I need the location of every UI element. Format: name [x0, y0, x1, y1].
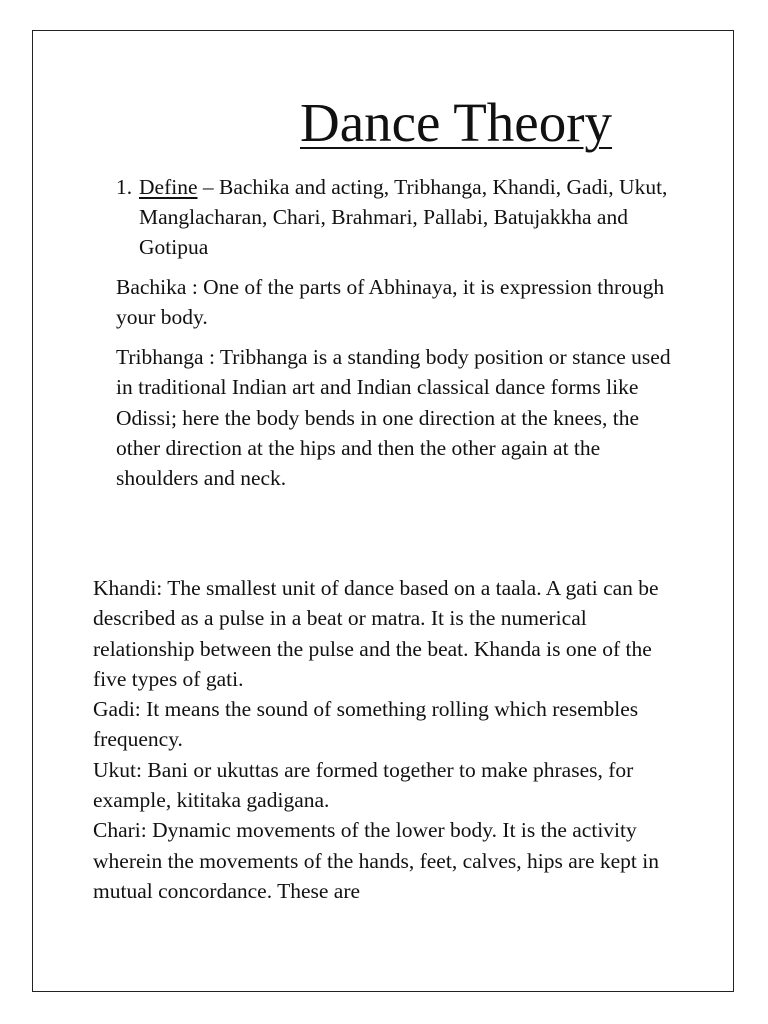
definition-bachika-text: Bachika : One of the parts of Abhinaya, it is expression through your body. — [116, 275, 665, 330]
paragraph-chari: Chari: Dynamic movements of the lower body. It is the activity wherein the movements of the hands, feet, calves, hips are kept in mutual concordance. These are — [93, 818, 659, 903]
definition-tribhanga-text: Tribhanga : Tribhanga is a standing body position or stance used in traditional Indian art and Indian classical dance forms like Odissi; here the body bends in one direction at the knees, the other direction at the hips and then the other again at the shoulders and neck. — [116, 345, 671, 491]
paragraph-gadi: Gadi: It means the sound of something rolling which resembles frequency. — [93, 697, 639, 752]
definitions-body — [93, 573, 673, 906]
question-item — [116, 172, 676, 262]
question-text-wrapper — [139, 172, 676, 262]
page-title: Dance Theory — [300, 92, 613, 153]
question-text: – Bachika and acting, Tribhanga, Khandi, Gadi, Ukut, Manglacharan, Chari, Brahmari, Pallabi, Batujakkha and Gotipua — [139, 175, 668, 259]
question-number: 1. — [116, 175, 133, 199]
definition-bachika — [116, 272, 686, 333]
paragraph-khandi: Khandi: The smallest unit of dance based on a taala. A gati can be described as a pulse in a beat or matra. It is the numerical relationship between the pulse and the beat. Khanda is one of the five types of gati. — [93, 576, 659, 691]
paragraph-ukut: Ukut: Bani or ukuttas are formed together to make phrases, for example, kititaka gadigana. — [93, 757, 634, 813]
question-keyword: Define — [139, 175, 198, 199]
definition-tribhanga — [116, 342, 686, 493]
